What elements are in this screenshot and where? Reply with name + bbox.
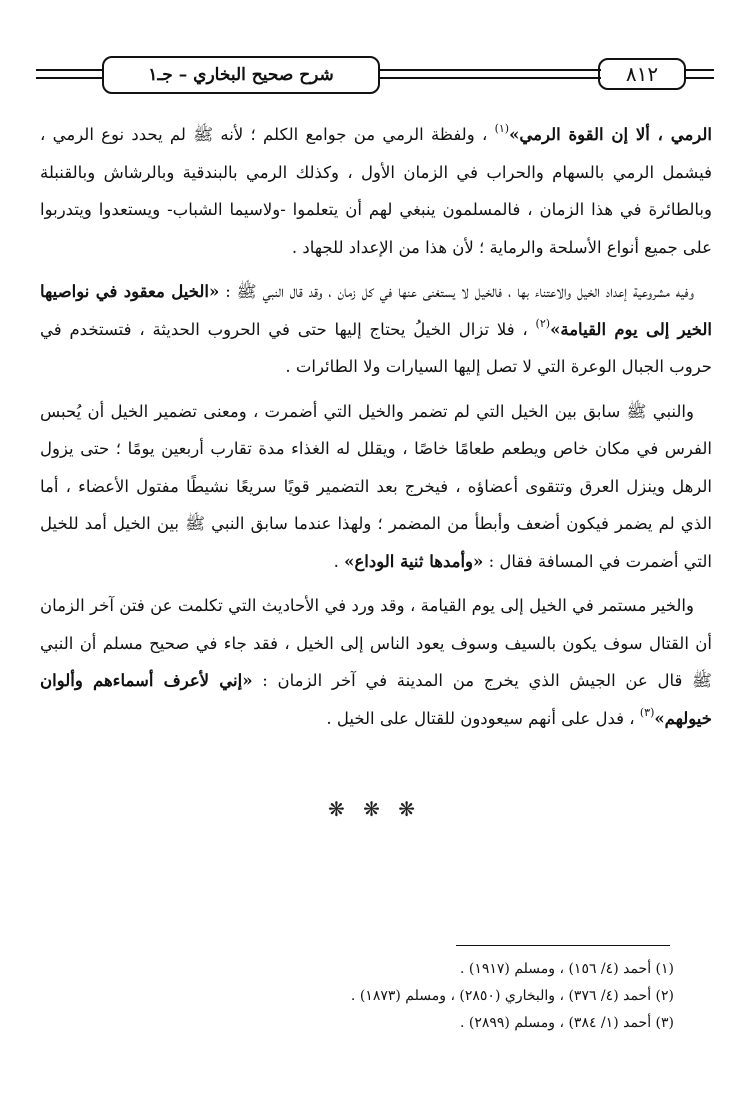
paragraph-text: والخير مستمر في الخيل إلى يوم القيامة ، وقد ورد في الأحاديث التي تكلمت عن فتن آخر الزمان أن القتال سوف يكون بالسيف وسوف يعود الناس إلى الخيل ، فقد جاء في صحيح مسلم أن النبي ﷺ قال عن الجيش الذي يخرج من المدينة في آخر الزمان :: [40, 596, 712, 690]
footnote: (٢) أحمد (٤/ ٣٧٦) ، والبخاري (٢٨٥٠) ، ومسلم (١٨٧٣) .: [350, 988, 674, 1004]
header-rule: [36, 77, 104, 79]
paragraph-text: .: [333, 551, 345, 571]
header-rule: [379, 69, 601, 71]
paragraph: [40, 587, 712, 737]
hadith-quote: «إني لأعرف أسماءهم وألوان خيولهم»: [40, 671, 712, 728]
section-divider: ❋ ❋ ❋: [328, 797, 421, 821]
footnote: (٣) أحمد (١/ ٣٨٤) ، ومسلم (٢٨٩٩) .: [459, 1015, 674, 1031]
footnote: (١) أحمد (٤/ ١٥٦) ، ومسلم (١٩١٧) .: [459, 961, 674, 977]
paragraph-text: ، ولفظة الرمي من جوامع الكلم ؛ لأنه ﷺ لم يحدد نوع الرمي ، فيشمل الرمي بالسهام والحراب في الزمان الأول ، وكذلك الرمي بالبندقية وبالرشاش وبالقنبلة وبالطائرة في هذا الزمان ، فالمسلمون ينبغي لهم أن يتعلموا -ولاسيما الشباب- ويستعدوا ويتدربوا على جميع أنواع الأسلحة والرماية ؛ لأن هذا من الإعداد للجهاد .: [40, 125, 712, 257]
paragraph: [40, 273, 712, 386]
footnote-reference[interactable]: (٢): [535, 316, 551, 330]
book-title: شرح صحيح البخاري – جـ١: [102, 56, 380, 94]
paragraph: [40, 393, 712, 581]
hadith-quote: «وأمدها ثنية الوداع»: [344, 551, 484, 571]
hadith-quote: «الخيل معقود في نواصيها الخير إلى يوم القيامة»: [40, 282, 712, 339]
main-text: [40, 116, 712, 744]
paragraph-text: ، فلا تزال الخيلُ يحتاج إليها حتى في الحروب الحديثة ، فتستخدم في حروب الجبال الوعرة التي لا تصل إليها السيارات ولا الطائرات .: [40, 319, 712, 376]
header-rule: [36, 69, 104, 71]
paragraph-text: وفيه مشروعية إعداد الخيل والاعتناء بها ، فالخيل لا يستغنى عنها في كل زمان ، وقد قال النبي ﷺ :: [219, 282, 695, 301]
footnote-reference[interactable]: (١): [494, 122, 510, 135]
footnote-separator: [456, 945, 670, 946]
header-rule: [684, 77, 714, 79]
header-rule: [684, 69, 714, 71]
footnotes: [40, 956, 674, 1037]
header-rule: [379, 77, 601, 79]
footnote-reference[interactable]: (٣): [639, 705, 655, 719]
page-number: ٨١٢: [598, 58, 686, 90]
paragraph-text: ، فدل على أنهم سيعودون للقتال على الخيل .: [326, 708, 640, 728]
hadith-quote: الرمي ، ألا إن القوة الرمي»: [509, 125, 713, 144]
page-header: [36, 56, 714, 96]
paragraph-text: والنبي ﷺ سابق بين الخيل التي لم تضمر والخيل التي أضمرت ، ومعنى تضمير الخيل أن يُحبس الفرس في مكان خاص ويطعم طعامًا خاصًا ، ويقلل له الغذاء مدة تقارب أربعين يومًا ؛ حتى يزول الرهل وينزل العرق وتتقوى أعضاؤه ، فيخرج بعد التضمير قويًا سريعًا نشيطًا مفتول الأعضاء ، أما الذي لم يضمر فيكون أضعف وأبطأ من المضمر ؛ ولهذا عندما سابق النبي ﷺ بين الخيل أمد للخيل التي أضمرت في المسافة فقال :: [40, 401, 712, 571]
paragraph: [40, 116, 712, 266]
